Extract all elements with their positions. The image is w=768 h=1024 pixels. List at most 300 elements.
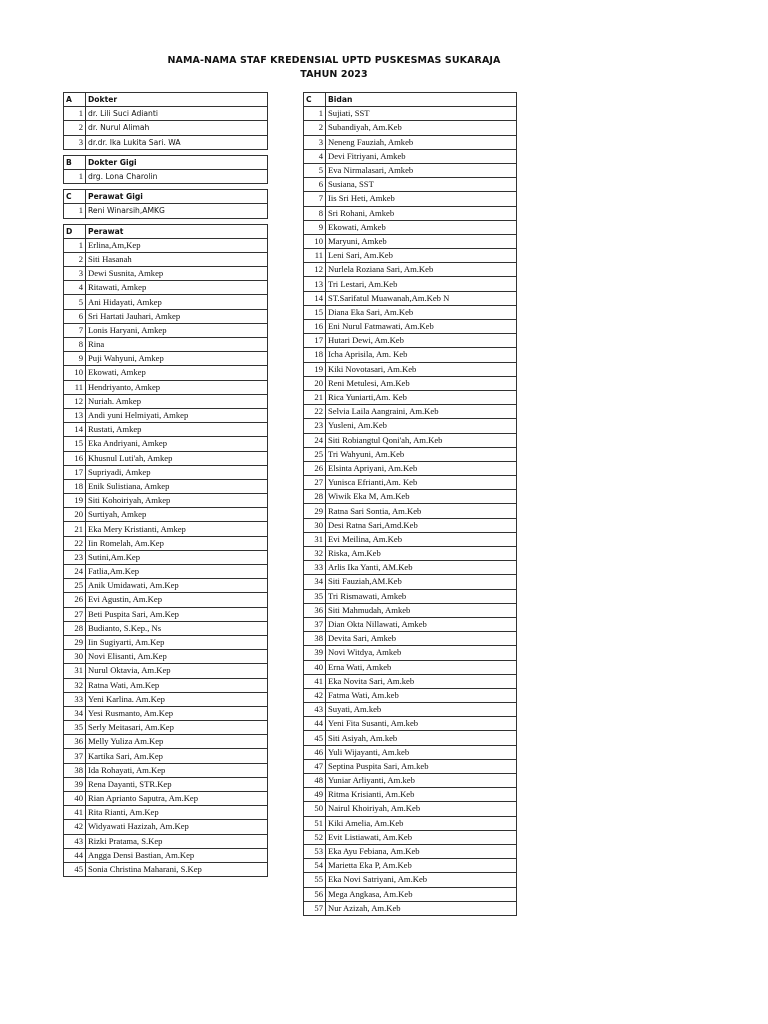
staff-row (64, 635, 268, 649)
staff-row (304, 603, 517, 617)
group-name: Dokter Gigi (86, 155, 268, 169)
staff-row (64, 323, 268, 337)
staff-row (304, 674, 517, 688)
group-name: Bidan (326, 93, 517, 107)
row-number: 53 (304, 844, 326, 858)
staff-row (304, 234, 517, 248)
staff-name: Eka Ayu Febiana, Am.Keb (326, 844, 517, 858)
row-number: 1 (304, 107, 326, 121)
staff-name: Reni Metulesi, Am.Keb (326, 376, 517, 390)
staff-row (304, 830, 517, 844)
staff-row (304, 745, 517, 759)
staff-name: Nurul Oktavia, Am.Kep (86, 664, 268, 678)
staff-name: Lonis Haryani, Amkep (86, 323, 268, 337)
row-number: 17 (64, 465, 86, 479)
staff-name: dr.dr. Ika Lukita Sari. WA (86, 135, 268, 149)
row-number: 57 (304, 901, 326, 915)
row-number: 26 (304, 461, 326, 475)
staff-row (64, 380, 268, 394)
staff-row (304, 859, 517, 873)
row-number: 38 (304, 632, 326, 646)
staff-row (64, 579, 268, 593)
group-header-row (64, 93, 268, 107)
row-number: 7 (304, 192, 326, 206)
group-letter: B (64, 155, 86, 169)
staff-name: Siti Asiyah, Am.keb (326, 731, 517, 745)
staff-name: Maryuni, Amkeb (326, 234, 517, 248)
row-number: 6 (64, 309, 86, 323)
staff-row (304, 575, 517, 589)
row-number: 21 (304, 390, 326, 404)
row-number: 30 (304, 518, 326, 532)
row-number: 5 (64, 295, 86, 309)
staff-row (304, 405, 517, 419)
staff-name: Khusnul Luti'ah, Amkep (86, 451, 268, 465)
staff-row (304, 660, 517, 674)
staff-name: Rita Rianti, Am.Kep (86, 806, 268, 820)
row-number: 1 (64, 107, 86, 121)
row-number: 11 (64, 380, 86, 394)
row-number: 11 (304, 249, 326, 263)
staff-row (304, 220, 517, 234)
staff-name: Hendriyanto, Amkep (86, 380, 268, 394)
staff-row (304, 433, 517, 447)
staff-row (64, 204, 268, 218)
staff-row (304, 291, 517, 305)
row-number: 15 (304, 305, 326, 319)
staff-row (304, 348, 517, 362)
row-number: 32 (304, 547, 326, 561)
staff-name: Serly Meitasari, Am.Kep (86, 721, 268, 735)
staff-row (304, 589, 517, 603)
staff-row (64, 479, 268, 493)
staff-row (304, 419, 517, 433)
row-number: 55 (304, 873, 326, 887)
row-number: 10 (304, 234, 326, 248)
row-number: 22 (304, 405, 326, 419)
staff-name: Yuli Wijayanti, Am.keb (326, 745, 517, 759)
staff-name: Sujiati, SST (326, 107, 517, 121)
staff-row (304, 518, 517, 532)
row-number: 52 (304, 830, 326, 844)
staff-name: Eni Nurul Fatmawati, Am.Keb (326, 320, 517, 334)
row-number: 13 (64, 408, 86, 422)
staff-row (304, 149, 517, 163)
row-number: 24 (304, 433, 326, 447)
staff-name: Evit Listiawati, Am.Keb (326, 830, 517, 844)
group-header-row (64, 190, 268, 204)
staff-row (64, 107, 268, 121)
row-number: 20 (304, 376, 326, 390)
staff-row (64, 565, 268, 579)
row-number: 14 (64, 423, 86, 437)
staff-row (64, 678, 268, 692)
staff-name: Leni Sari, Am.Keb (326, 249, 517, 263)
row-number: 23 (64, 550, 86, 564)
staff-row (304, 703, 517, 717)
staff-row (64, 437, 268, 451)
staff-row (304, 844, 517, 858)
staff-name: Devita Sari, Amkeb (326, 632, 517, 646)
staff-name: Evi Meilina, Am.Keb (326, 532, 517, 546)
staff-row (64, 252, 268, 266)
staff-row (304, 320, 517, 334)
staff-row (64, 522, 268, 536)
staff-name: Supriyadi, Amkep (86, 465, 268, 479)
staff-row (64, 848, 268, 862)
staff-name: Nairul Khoiriyah, Am.Keb (326, 802, 517, 816)
staff-name: Eka Novita Sari, Am.keb (326, 674, 517, 688)
staff-row (64, 721, 268, 735)
row-number: 21 (64, 522, 86, 536)
row-number: 2 (64, 121, 86, 135)
row-number: 12 (304, 263, 326, 277)
row-number: 44 (64, 848, 86, 862)
staff-name: Diana Eka Sari, Am.Keb (326, 305, 517, 319)
staff-row (64, 834, 268, 848)
row-number: 41 (64, 806, 86, 820)
staff-row (304, 547, 517, 561)
staff-row (64, 820, 268, 834)
staff-name: Septina Puspita Sari, Am.keb (326, 759, 517, 773)
row-number: 42 (304, 688, 326, 702)
row-number: 16 (304, 320, 326, 334)
staff-row (304, 731, 517, 745)
staff-name: Sri Hartati Jauhari, Amkep (86, 309, 268, 323)
row-number: 39 (64, 777, 86, 791)
row-number: 5 (304, 163, 326, 177)
staff-row (304, 504, 517, 518)
staff-name: Reni Winarsih,AMKG (86, 204, 268, 218)
staff-row (304, 759, 517, 773)
row-number: 4 (64, 281, 86, 295)
staff-name: Neneng Fauziah, Amkeb (326, 135, 517, 149)
staff-row (304, 688, 517, 702)
staff-row (64, 550, 268, 564)
group-header-row (64, 155, 268, 169)
staff-name: Wiwik Eka M, Am.Keb (326, 490, 517, 504)
staff-name: Siti Robiangtul Qoni'ah, Am.Keb (326, 433, 517, 447)
row-number: 43 (304, 703, 326, 717)
staff-row (304, 646, 517, 660)
staff-name: Susiana, SST (326, 178, 517, 192)
staff-name: Sonia Christina Maharani, S.Kep (86, 862, 268, 876)
staff-name: Rina (86, 338, 268, 352)
row-number: 8 (304, 206, 326, 220)
staff-name: Budianto, S.Kep., Ns (86, 621, 268, 635)
staff-row (304, 163, 517, 177)
row-number: 27 (304, 476, 326, 490)
row-number: 49 (304, 788, 326, 802)
staff-row (64, 338, 268, 352)
row-number: 47 (304, 759, 326, 773)
group-name: Perawat Gigi (86, 190, 268, 204)
staff-row (304, 774, 517, 788)
staff-name: Ratna Wati, Am.Kep (86, 678, 268, 692)
staff-name: Erna Wati, Amkeb (326, 660, 517, 674)
row-number: 34 (64, 706, 86, 720)
staff-row (304, 376, 517, 390)
staff-name: Fatma Wati, Am.keb (326, 688, 517, 702)
row-number: 10 (64, 366, 86, 380)
staff-row (304, 816, 517, 830)
group-letter: D (64, 224, 86, 238)
staff-name: Rustati, Amkep (86, 423, 268, 437)
staff-row (304, 901, 517, 915)
row-number: 4 (304, 149, 326, 163)
staff-name: Tri Lestari, Am.Keb (326, 277, 517, 291)
staff-name: Mega Angkasa, Am.Keb (326, 887, 517, 901)
staff-name: Sutini,Am.Kep (86, 550, 268, 564)
staff-row (304, 490, 517, 504)
staff-name: Nuriah. Amkep (86, 394, 268, 408)
staff-row (64, 763, 268, 777)
staff-name: Ida Rohayati, Am.Kep (86, 763, 268, 777)
row-number: 18 (64, 479, 86, 493)
staff-name: Yeni Fita Susanti, Am.keb (326, 717, 517, 731)
staff-name: Tri Rismawati, Amkeb (326, 589, 517, 603)
staff-name: Yuniar Arliyanti, Am.keb (326, 774, 517, 788)
staff-row (304, 277, 517, 291)
row-number: 26 (64, 593, 86, 607)
staff-row (304, 532, 517, 546)
staff-row (64, 281, 268, 295)
staff-row (304, 476, 517, 490)
staff-name: Desi Ratna Sari,Amd.Keb (326, 518, 517, 532)
staff-name: dr. Lili Suci Adianti (86, 107, 268, 121)
row-number: 48 (304, 774, 326, 788)
staff-row (64, 494, 268, 508)
staff-name: Beti Puspita Sari, Am.Kep (86, 607, 268, 621)
row-number: 51 (304, 816, 326, 830)
staff-name: Kartika Sari, Am.Kep (86, 749, 268, 763)
row-number: 38 (64, 763, 86, 777)
staff-name: Siti Mahmudah, Amkeb (326, 603, 517, 617)
staff-name: Evi Agustin, Am.Kep (86, 593, 268, 607)
row-number: 3 (64, 267, 86, 281)
row-number: 14 (304, 291, 326, 305)
staff-name: Enik Sulistiana, Amkep (86, 479, 268, 493)
row-number: 1 (64, 204, 86, 218)
staff-name: Nurlela Roziana Sari, Am.Keb (326, 263, 517, 277)
staff-name: Ani Hidayati, Amkep (86, 295, 268, 309)
staff-name: Andi yuni Helmiyati, Amkep (86, 408, 268, 422)
staff-name: Yesi Rusmanto, Am.Kep (86, 706, 268, 720)
document-year: TAHUN 2023 (300, 69, 368, 80)
staff-name: Subandiyah, Am.Keb (326, 121, 517, 135)
row-number: 33 (304, 561, 326, 575)
staff-name: Ekowati, Amkeb (326, 220, 517, 234)
staff-row (304, 887, 517, 901)
staff-name: Ratna Sari Sontia, Am.Keb (326, 504, 517, 518)
row-number: 42 (64, 820, 86, 834)
staff-row (304, 717, 517, 731)
row-number: 40 (304, 660, 326, 674)
group-letter: A (64, 93, 86, 107)
staff-row (64, 394, 268, 408)
staff-name: Fatlia,Am.Kep (86, 565, 268, 579)
row-number: 1 (64, 169, 86, 183)
row-number: 40 (64, 792, 86, 806)
staff-row (64, 806, 268, 820)
row-number: 39 (304, 646, 326, 660)
staff-name: Dian Okta Nillawati, Amkeb (326, 617, 517, 631)
staff-row (64, 706, 268, 720)
staff-name: Yusleni, Am.Keb (326, 419, 517, 433)
row-number: 31 (304, 532, 326, 546)
staff-name: ST.Sarifatul Muawanah,Am.Keb N (326, 291, 517, 305)
staff-row (64, 508, 268, 522)
staff-name: Novi Elisanti, Am.Kep (86, 650, 268, 664)
staff-row (304, 107, 517, 121)
staff-name: Suyati, Am.keb (326, 703, 517, 717)
row-number: 19 (64, 494, 86, 508)
staff-row (64, 536, 268, 550)
staff-row (304, 334, 517, 348)
staff-name: Arlis Ika Yanti, AM.Keb (326, 561, 517, 575)
staff-row (64, 465, 268, 479)
row-number: 2 (64, 252, 86, 266)
row-number: 32 (64, 678, 86, 692)
staff-row (304, 632, 517, 646)
staff-name: Rizki Pratama, S.Kep (86, 834, 268, 848)
row-number: 3 (64, 135, 86, 149)
staff-row (304, 561, 517, 575)
staff-row (304, 135, 517, 149)
row-number: 44 (304, 717, 326, 731)
staff-row (64, 169, 268, 183)
staff-row (64, 352, 268, 366)
staff-name: Selvia Laila Aangraini, Am.Keb (326, 405, 517, 419)
row-number: 24 (64, 565, 86, 579)
staff-row (64, 593, 268, 607)
staff-name: Rian Aprianto Saputra, Am.Kep (86, 792, 268, 806)
group-header-row (64, 224, 268, 238)
group-name: Perawat (86, 224, 268, 238)
row-number: 46 (304, 745, 326, 759)
staff-row (64, 309, 268, 323)
row-number: 35 (304, 589, 326, 603)
row-number: 35 (64, 721, 86, 735)
staff-name: Rena Dayanti, STR.Kep (86, 777, 268, 791)
staff-row (64, 650, 268, 664)
staff-row (304, 873, 517, 887)
staff-row (304, 263, 517, 277)
staff-name: Erlina,Am,Kep (86, 238, 268, 252)
staff-name: Tri Wahyuni, Am.Keb (326, 447, 517, 461)
row-number: 29 (304, 504, 326, 518)
row-number: 28 (304, 490, 326, 504)
staff-name: dr. Nurul Alimah (86, 121, 268, 135)
row-number: 28 (64, 621, 86, 635)
row-number: 45 (304, 731, 326, 745)
staff-name: Melly Yuliza Am.Kep (86, 735, 268, 749)
staff-name: Yunisca Efrianti,Am. Keb (326, 476, 517, 490)
row-number: 45 (64, 862, 86, 876)
staff-name: Icha Aprisila, Am. Keb (326, 348, 517, 362)
row-number: 13 (304, 277, 326, 291)
staff-row (64, 792, 268, 806)
row-number: 9 (64, 352, 86, 366)
staff-row (64, 862, 268, 876)
right-staff-table (303, 92, 517, 916)
staff-name: Hutari Dewi, Am.Keb (326, 334, 517, 348)
row-number: 43 (64, 834, 86, 848)
staff-row (304, 249, 517, 263)
staff-row (64, 423, 268, 437)
staff-name: Eka Mery Kristianti, Amkep (86, 522, 268, 536)
staff-name: Puji Wahyuni, Amkep (86, 352, 268, 366)
group-letter: C (64, 190, 86, 204)
staff-row (64, 749, 268, 763)
staff-name: Kiki Amelia, Am.Keb (326, 816, 517, 830)
staff-row (304, 390, 517, 404)
staff-row (304, 802, 517, 816)
row-number: 6 (304, 178, 326, 192)
staff-row (64, 735, 268, 749)
staff-row (64, 451, 268, 465)
row-number: 7 (64, 323, 86, 337)
staff-row (64, 692, 268, 706)
staff-row (64, 607, 268, 621)
staff-name: Siti Fauziah,AM.Keb (326, 575, 517, 589)
staff-name: Kiki Novotasari, Am.Keb (326, 362, 517, 376)
row-number: 25 (64, 579, 86, 593)
row-number: 3 (304, 135, 326, 149)
left-staff-table (63, 92, 268, 877)
row-number: 33 (64, 692, 86, 706)
staff-name: Sri Rohani, Amkeb (326, 206, 517, 220)
staff-row (64, 408, 268, 422)
staff-name: Surtiyah, Amkep (86, 508, 268, 522)
staff-name: Angga Densi Bastian, Am.Kep (86, 848, 268, 862)
row-number: 23 (304, 419, 326, 433)
row-number: 2 (304, 121, 326, 135)
staff-row (304, 788, 517, 802)
staff-row (64, 295, 268, 309)
row-number: 15 (64, 437, 86, 451)
row-number: 17 (304, 334, 326, 348)
staff-row (64, 777, 268, 791)
staff-name: Eka Novi Satriyani, Am.Keb (326, 873, 517, 887)
staff-row (304, 362, 517, 376)
row-number: 31 (64, 664, 86, 678)
row-number: 22 (64, 536, 86, 550)
row-number: 36 (64, 735, 86, 749)
staff-row (304, 617, 517, 631)
row-number: 27 (64, 607, 86, 621)
staff-name: Ritma Krisianti, Am.Keb (326, 788, 517, 802)
staff-name: Widyawati Hazizah, Am.Kep (86, 820, 268, 834)
row-number: 12 (64, 394, 86, 408)
group-name: Dokter (86, 93, 268, 107)
staff-name: Ekowati, Amkep (86, 366, 268, 380)
staff-row (304, 178, 517, 192)
row-number: 18 (304, 348, 326, 362)
row-number: 37 (304, 617, 326, 631)
row-number: 16 (64, 451, 86, 465)
row-number: 9 (304, 220, 326, 234)
row-number: 41 (304, 674, 326, 688)
staff-row (304, 305, 517, 319)
staff-name: Iis Sri Heti, Amkeb (326, 192, 517, 206)
row-number: 8 (64, 338, 86, 352)
staff-name: Iin Romelah, Am.Kep (86, 536, 268, 550)
staff-row (64, 267, 268, 281)
staff-name: Novi Witdya, Amkeb (326, 646, 517, 660)
staff-name: Marietta Eka P, Am.Keb (326, 859, 517, 873)
row-number: 1 (64, 238, 86, 252)
